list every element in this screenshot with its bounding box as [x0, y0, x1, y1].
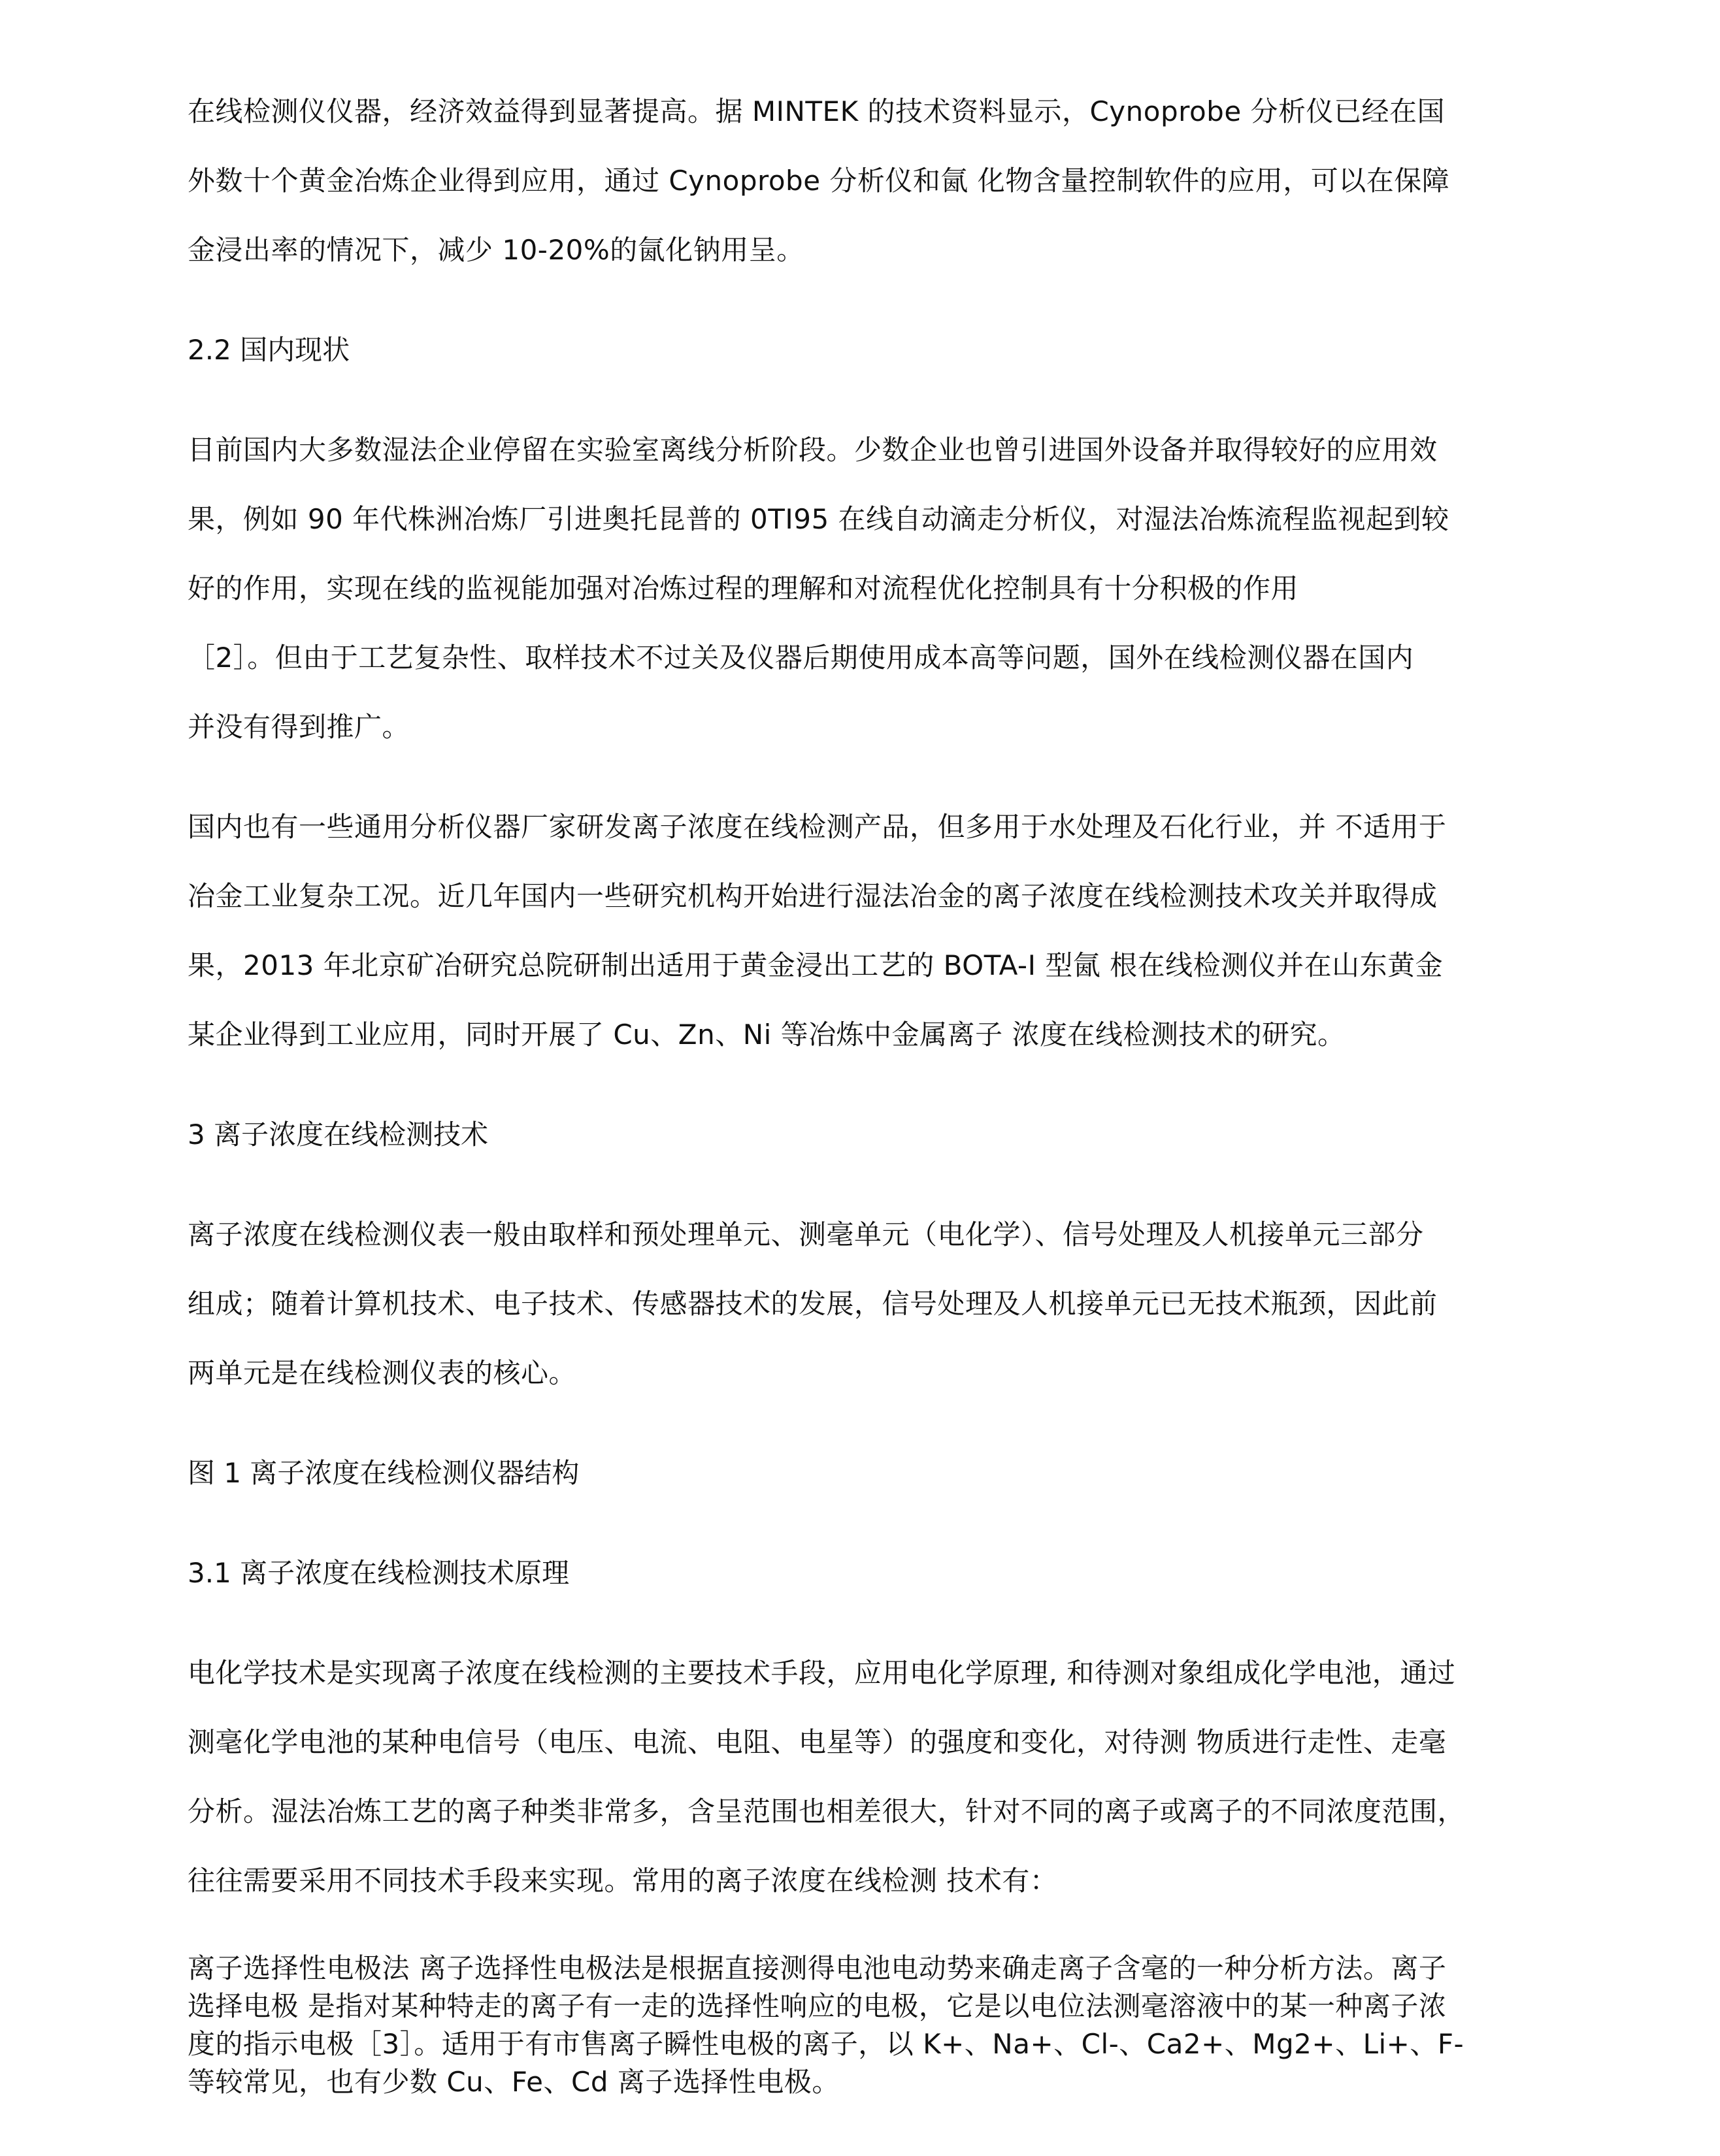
text-line: 组成；随着计算机技术、电子技术、传感器技术的发展，信号处理及人机接单元已无技术瓶颈，因此前: [188, 1288, 1438, 1320]
section-heading-3-1: [188, 1539, 1547, 1608]
paragraph-instrument-composition: [188, 1200, 1547, 1408]
section-heading: 2.2 国内现状: [188, 334, 350, 366]
section-heading: 3.1 离子浓度在线检测技术原理: [188, 1557, 570, 1589]
text-line: 冶金工业复杂工况。近几年国内一些研究机构开始进行湿法冶金的离子浓度在线检测技术攻关并取得成: [188, 880, 1438, 912]
section-heading: 3 离子浓度在线检测技术: [188, 1119, 489, 1151]
text-line: 两单元是在线检测仪表的核心。: [188, 1357, 577, 1389]
text-line: 离子浓度在线检测仪表一般由取样和预处理单元、测毫单元（电化学）、信号处理及人机接单元三部分: [188, 1218, 1424, 1250]
text-line: 往往需要采用不同技术手段来实现。常用的离子浓度在线检测 技术有：: [188, 1865, 1058, 1897]
section-heading-3: [188, 1100, 1547, 1169]
text-line: 测毫化学电池的某种电信号（电压、电流、电阻、电星等）的强度和变化，对待测 物质进行走性、走毫: [188, 1726, 1447, 1758]
text-line: 好的作用，实现在线的监视能加强对冶炼过程的理解和对流程优化控制具有十分积极的作用: [188, 572, 1299, 604]
text-line: ［2］。但由于工艺复杂性、取样技术不过关及仪器后期使用成本高等问题，国外在线检测仪器在国内: [188, 642, 1414, 674]
section-heading-2-2: [188, 316, 1547, 385]
text-line: 分析。湿法冶炼工艺的离子种类非常多，含呈范围也相差很大，针对不同的离子或离子的不同浓度范围，: [188, 1795, 1466, 1827]
text-line: 并没有得到推广。: [188, 711, 410, 743]
text-line: 电化学技术是实现离子浓度在线检测的主要技术手段，应用电化学原理, 和待测对象组成化学电池，通过: [188, 1657, 1456, 1689]
text-line: 金浸出率的情况下，减少 10-20%的氤化钠用呈。: [188, 234, 804, 266]
text-line: 选择电极 是指对某种特走的离子有一走的选择性响应的电极，它是以电位法测毫溶液中的某一种离子浓: [188, 1990, 1447, 2022]
text-line: 在线检测仪仪器，经济效益得到显著提高。据 MINTEK 的技术资料显示，Cynoprobe 分析仪已经在国: [188, 95, 1446, 127]
text-line: 度的指示电极［3］。适用于有市售离子瞬性电极的离子，以 K+、Na+、Cl-、Ca2+、Mg2+、Li+、F-: [188, 2028, 1464, 2060]
text-line: 等较常见，也有少数 Cu、Fe、Cd 离子选择性电极。: [188, 2066, 840, 2098]
text-line: 某企业得到工业应用，同时开展了 Cu、Zn、Ni 等冶炼中金属离子 浓度在线检测技术的研究。: [188, 1019, 1346, 1051]
text-line: 果，2013 年北京矿冶研究总院研制出适用于黄金浸出工艺的 BOTA-I 型氤 根在线检测仪并在山东黄金: [188, 949, 1444, 981]
paragraph-domestic-research: [188, 792, 1547, 1070]
text-line: 离子选择性电极法 离子选择性电极法是根据直接测得电池电动势来确走离子含毫的一种分析方法。离子: [188, 1952, 1447, 1984]
text-line: 国内也有一些通用分析仪器厂家研发离子浓度在线检测产品，但多用于水处理及石化行业，并 不适用于: [188, 811, 1447, 843]
paragraph-mintek: [188, 77, 1547, 285]
document-page: [188, 77, 1547, 2132]
figure-caption-1: [188, 1439, 1547, 1508]
text-line: 外数十个黄金冶炼企业得到应用，通过 Cynoprobe 分析仪和氤 化物含量控制软件的应用，可以在保障: [188, 165, 1450, 197]
text-line: 果，例如 90 年代株洲冶炼厂引进奥托昆普的 0TI95 在线自动滴走分析仪，对湿法冶炼流程监视起到较: [188, 503, 1449, 535]
text-line: 目前国内大多数湿法企业停留在实验室离线分析阶段。少数企业也曾引进国外设备并取得较好的应用效: [188, 434, 1438, 466]
paragraph-electrochemical-principle: [188, 1639, 1547, 1916]
paragraph-ion-selective-electrode: [188, 1950, 1547, 2101]
paragraph-domestic-status: [188, 416, 1547, 762]
figure-caption: 图 1 离子浓度在线检测仪器结构: [188, 1457, 580, 1489]
